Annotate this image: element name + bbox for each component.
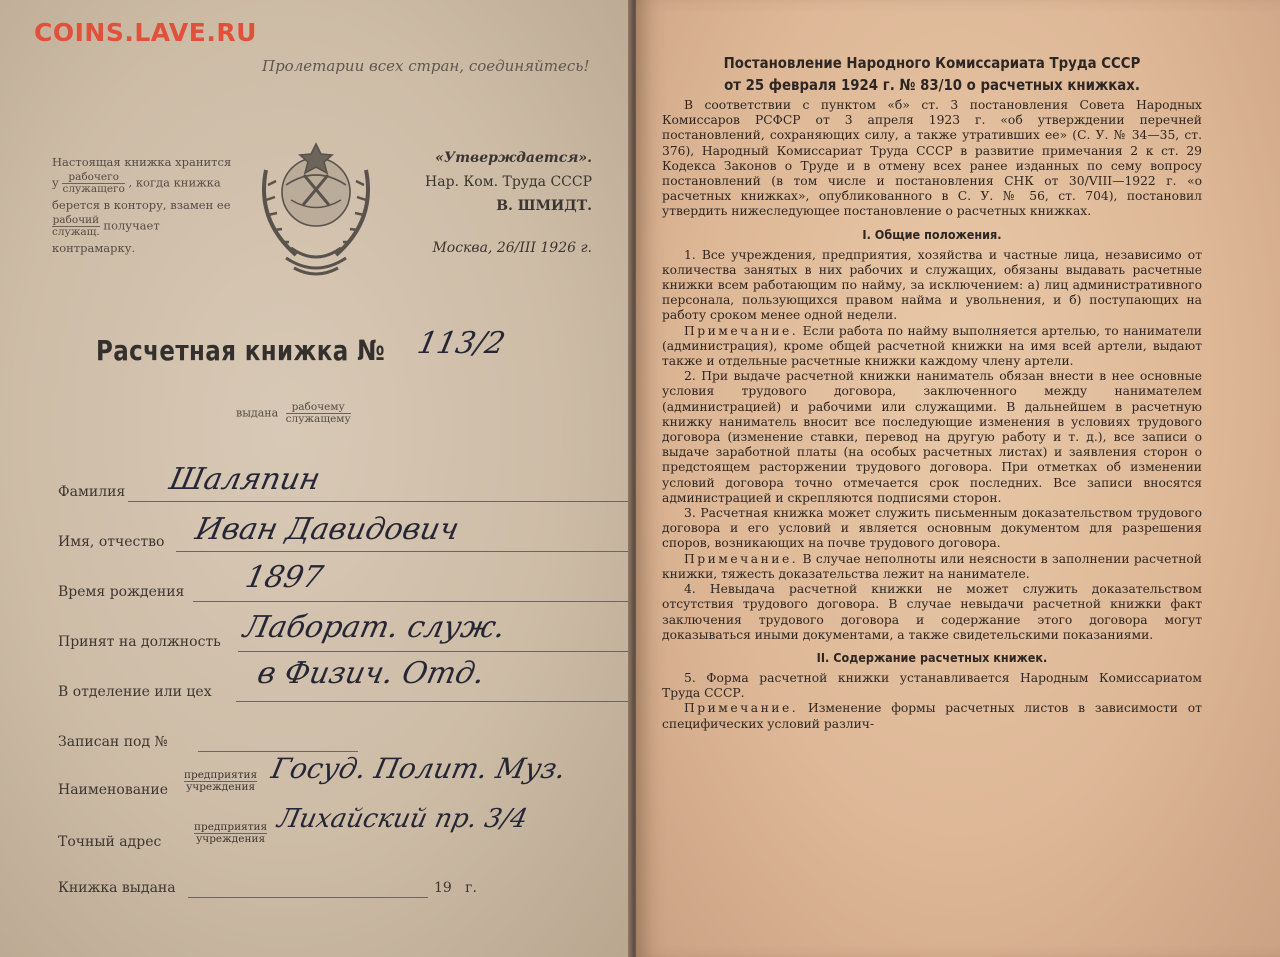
left-page [0, 0, 636, 957]
book-title: Расчетная книжка № [96, 334, 386, 367]
decree-title-line-2: от 25 февраля 1924 г. № 83/10 о расчетных книжках. [724, 76, 1140, 94]
worker-employee-stack-2 [52, 215, 100, 238]
org-name-row [58, 769, 258, 798]
birth-row [58, 584, 184, 600]
ussr-emblem-icon [246, 130, 386, 285]
decree-title-line-1: Постановление Народного Комиссариата Труда СССР [723, 54, 1141, 72]
issued-to [236, 402, 351, 425]
note-3 [662, 552, 1202, 582]
note-5-word: Примечание. [684, 701, 799, 716]
issued-date-row [58, 880, 477, 896]
record-row [58, 734, 168, 750]
dept-value: в Физич. Отд. [254, 656, 488, 691]
stack-worker: рабочего [62, 172, 124, 184]
issued-to-stack [286, 402, 351, 425]
org-name-value: Госуд. Полит. Муз. [268, 752, 569, 785]
note-3-word: Примечание. [684, 551, 799, 566]
storage-note-text-3: получает контрамарку. [52, 218, 160, 255]
paragraph-4: 4. Невыдача расчетной книжки не может служить доказательством отсутствия трудового договора. В случае невыдачи расчетной книжки факт заключения трудового договора и содержание этого договора могут доказываться иными документами, а также свидетельскими показаниями. [662, 582, 1202, 642]
org-name-enterprise: предприятия [184, 769, 258, 781]
record-label: Записан под № [58, 734, 168, 750]
address-institution: учреждения [196, 833, 266, 845]
name-value: Иван Давидович [192, 512, 463, 547]
dept-row [58, 684, 212, 700]
note-1 [662, 324, 1202, 370]
book-number: 113/2 [414, 326, 509, 361]
approval-place-date: Москва, 26/III 1926 г. [432, 240, 592, 256]
issued-year: 19 г. [434, 880, 477, 896]
address-value: Лихайский пр. 3/4 [274, 804, 531, 834]
org-name-stack [184, 770, 257, 793]
issued-date-label: Книжка выдана [58, 880, 176, 896]
surname-value: Шаляпин [166, 462, 324, 497]
approval-signer: В. ШМИДТ. [496, 198, 592, 214]
surname-row [58, 484, 125, 500]
issued-to-label: выдана [236, 406, 279, 420]
note-5 [662, 701, 1202, 731]
name-row [58, 534, 164, 550]
position-row [58, 634, 221, 650]
org-name-label: Наименование [58, 782, 168, 798]
worker-employee-stack [62, 172, 124, 195]
birth-value: 1897 [242, 560, 327, 595]
position-label: Принят на должность [58, 634, 221, 650]
slogan: Пролетарии всех стран, соединяйтесь! [262, 57, 590, 75]
birth-label: Время рождения [58, 584, 185, 600]
note-5-text: Изменение формы расчетных листов в зависимости от специфических условий различ- [662, 701, 1202, 731]
note-1-text: Если работа по найму выполняется артелью, то наниматели (администрация), кроме общей расчетной книжки на имя всей артели, выдают также и отдельные расчетные книжки каждому члену артели. [662, 323, 1202, 369]
address-row [58, 821, 268, 850]
site-watermark: COINS.LAVE.RU [34, 18, 257, 47]
address-enterprise: предприятия [194, 821, 268, 833]
address-label: Точный адрес [58, 834, 162, 850]
approval-label: «Утверждается». [435, 150, 592, 166]
stack-employee-2: служащ. [52, 226, 100, 238]
paragraph-1: 1. Все учреждения, предприятия, хозяйства и частные лица, независимо от количества занятых в них рабочих и служащих, обязаны выдавать расчетные книжки всем работающим по найму, за исключением: а) лиц административного персонала, пользующихся правом найма и увольнения, и б) поступающих на работу сроком менее одной недели. [662, 247, 1202, 323]
approval-block [402, 146, 592, 260]
storage-note-text-2: , когда книжка берется в контору, взамен ее [52, 175, 231, 212]
approval-org: Нар. Ком. Труда СССР [425, 174, 592, 190]
decree-intro: В соответствии с пунктом «б» ст. 3 постановления Совета Народных Комиссаров РСФСР от 3 апреля 1923 г. «об утверждении перечней постановлений, сохраняющих силу, а также утративших ее» (С. У. № 34—35, ст. 376), Народный Комиссариат Труда СССР в развитие примечания 2 к ст. 29 Кодекса Законов о Труде и в отмену всех ранее изданных по сему вопросу постановлений (в том числе и постановления СНК от 30/VIII—1922 г. «о расчетных книжках», опубликованного в С. У. № 56, ст. 704), постановил утвердить нижеследующее постановление о расчетных книжках. [662, 98, 1202, 219]
surname-label: Фамилия [58, 484, 126, 500]
dept-label: В отделение или цех [58, 684, 212, 700]
stack-employee: служащего [62, 183, 125, 195]
org-name-institution: учреждения [186, 781, 256, 793]
paragraph-5: 5. Форма расчетной книжки устанавливается Народным Комиссариатом Труда СССР. [662, 670, 1202, 701]
position-value: Лаборат. служ. [240, 610, 509, 645]
name-label: Имя, отчество [58, 534, 165, 550]
issued-to-worker: рабочему [286, 402, 351, 414]
storage-note [52, 152, 236, 258]
storage-note-text-1: Настоящая книжка хранится у [52, 155, 232, 190]
paragraph-2: 2. При выдаче расчетной книжки наниматель обязан внести в нее основные условия трудового договора, заключенного между нанимателем (администрацией) и рабочими или служащими. В дальнейшем в расчетную книжку наниматель вносит все последующие изменения в условиях трудового договора (изменение ставки, перевод на другую работу и т. д.), все записи о выдаче заработной платы (на особых расчетных листах) и заявления сторон о предстоящем расторжении трудового договора. При отметках об изменении условий договора точно отмечается срок последних. Все записи вносятся администрацией и скрепляются подписями сторон. [662, 369, 1202, 505]
stack-worker-2: рабочий [52, 214, 100, 226]
issued-to-employee: служащему [285, 413, 351, 425]
address-stack [194, 822, 267, 845]
section-1-heading: I. Общие положения. [862, 226, 1002, 242]
note-1-word: Примечание. [684, 323, 799, 338]
note-3-text: В случае неполноты или неясности в заполнении расчетной книжки, тяжесть доказательства лежит на нанимателе. [662, 551, 1202, 581]
section-2-heading: II. Содержание расчетных книжек. [816, 649, 1048, 665]
decree-text [662, 52, 1202, 732]
paragraph-3: 3. Расчетная книжка может служить письменным доказательством трудового договора и его условий и является основным документом для разрешения споров, возникающих на почве трудового договора. [662, 506, 1202, 551]
